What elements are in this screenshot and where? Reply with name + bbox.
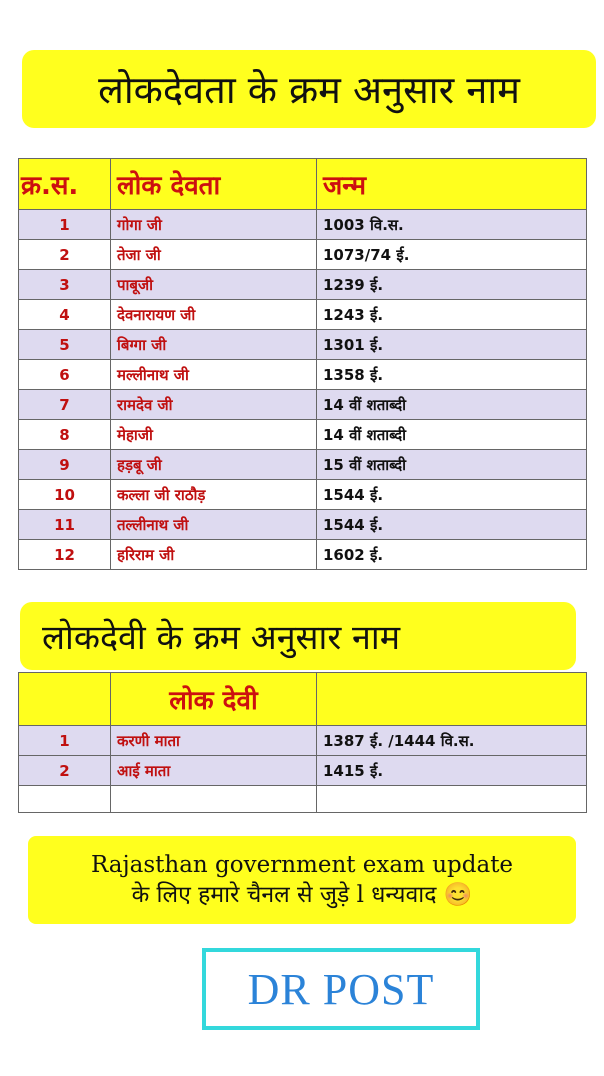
serial-cell: 2 (19, 756, 111, 786)
name-cell: मेहाजी (111, 420, 317, 450)
name-cell: गोगा जी (111, 210, 317, 240)
table-row (19, 360, 587, 390)
table-row (19, 300, 587, 330)
serial-cell: 11 (19, 510, 111, 540)
birth-cell: 1003 वि.स. (317, 210, 587, 240)
name-cell: तेजा जी (111, 240, 317, 270)
table-row (19, 270, 587, 300)
serial-cell: 7 (19, 390, 111, 420)
serial-cell: 1 (19, 726, 111, 756)
birth-cell: 14 वीं शताब्दी (317, 390, 587, 420)
empty-cell (19, 786, 111, 813)
table-row (19, 510, 587, 540)
table-row (19, 240, 587, 270)
name-cell: बिग्गा जी (111, 330, 317, 360)
birth-cell: 14 वीं शताब्दी (317, 420, 587, 450)
serial-cell: 1 (19, 210, 111, 240)
header-name: लोक देवता (111, 159, 317, 210)
table-row (19, 210, 587, 240)
serial-cell: 3 (19, 270, 111, 300)
birth-cell: 1073/74 ई. (317, 240, 587, 270)
name-cell: हरिराम जी (111, 540, 317, 570)
title-banner-lokdevta (22, 50, 596, 128)
section-title: लोकदेवी के क्रम अनुसार नाम (42, 618, 401, 658)
birth-cell: 1387 ई. /1444 वि.स. (317, 726, 587, 756)
table-row (19, 726, 587, 756)
birth-cell: 1358 ई. (317, 360, 587, 390)
header-name: लोक देवी (111, 673, 317, 726)
name-cell: करणी माता (111, 726, 317, 756)
page-title: लोकदेवता के क्रम अनुसार नाम (98, 68, 520, 112)
serial-cell: 9 (19, 450, 111, 480)
empty-cell (317, 786, 587, 813)
table-row (19, 756, 587, 786)
title-banner-lokdevi (20, 602, 576, 670)
serial-cell: 8 (19, 420, 111, 450)
table-header-row (19, 159, 587, 210)
lokdevta-table (18, 158, 587, 570)
name-cell: आई माता (111, 756, 317, 786)
birth-cell: 1239 ई. (317, 270, 587, 300)
name-cell: पाबूजी (111, 270, 317, 300)
name-cell: हड़बू जी (111, 450, 317, 480)
lokdevi-table (18, 672, 587, 813)
birth-cell: 1602 ई. (317, 540, 587, 570)
name-cell: रामदेव जी (111, 390, 317, 420)
table-row (19, 330, 587, 360)
table-row (19, 420, 587, 450)
footer-banner (28, 836, 576, 924)
birth-cell: 1544 ई. (317, 480, 587, 510)
birth-cell: 1544 ई. (317, 510, 587, 540)
birth-cell: 1243 ई. (317, 300, 587, 330)
serial-cell: 6 (19, 360, 111, 390)
birth-cell: 15 वीं शताब्दी (317, 450, 587, 480)
header-serial: क्र.स. (19, 159, 111, 210)
name-cell: कल्ला जी राठौड़ (111, 480, 317, 510)
table-row (19, 390, 587, 420)
serial-cell: 2 (19, 240, 111, 270)
header-empty (317, 673, 587, 726)
header-empty (19, 673, 111, 726)
birth-cell: 1415 ई. (317, 756, 587, 786)
name-cell: देवनारायण जी (111, 300, 317, 330)
table-row (19, 450, 587, 480)
table-header-row (19, 673, 587, 726)
name-cell: मल्लीनाथ जी (111, 360, 317, 390)
serial-cell: 4 (19, 300, 111, 330)
dr-post-logo (202, 948, 480, 1030)
serial-cell: 5 (19, 330, 111, 360)
table-row (19, 480, 587, 510)
serial-cell: 10 (19, 480, 111, 510)
footer-line-1: Rajasthan government exam update (90, 852, 514, 878)
table-row (19, 540, 587, 570)
serial-cell: 12 (19, 540, 111, 570)
logo-text: DR POST (247, 964, 435, 1014)
footer-line-2: के लिए हमारे चैनल से जुड़े l धन्यवाद 😊 (131, 882, 473, 908)
header-birth: जन्म (317, 159, 587, 210)
table-row (19, 786, 587, 813)
empty-cell (111, 786, 317, 813)
birth-cell: 1301 ई. (317, 330, 587, 360)
name-cell: तल्लीनाथ जी (111, 510, 317, 540)
